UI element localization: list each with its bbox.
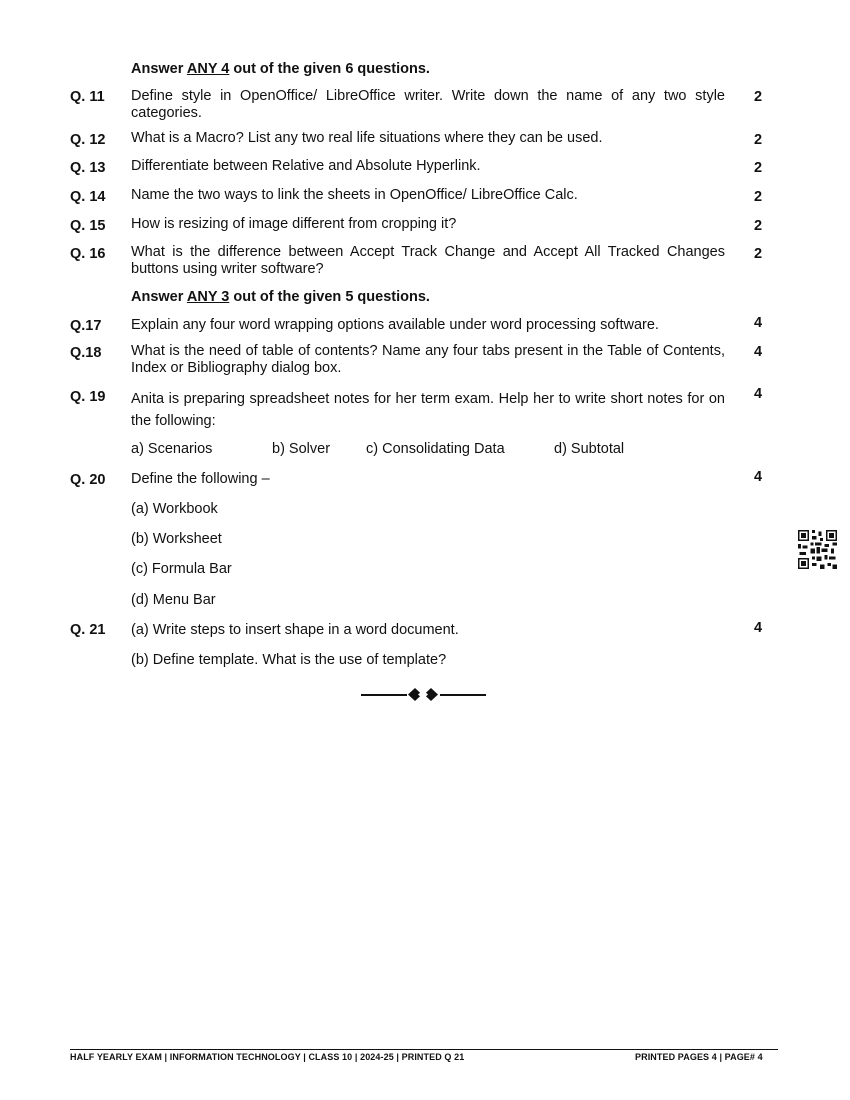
q20-item: (d) Menu Bar	[131, 592, 216, 608]
question-marks: 4	[753, 469, 763, 485]
question-number: Q. 19	[70, 389, 106, 405]
question-text: Explain any four word wrapping options available under word processing software.	[131, 317, 659, 333]
question-text: What is a Macro? List any two real life situations where they can be used.	[131, 130, 603, 146]
q19-option: d) Subtotal	[554, 441, 625, 457]
question-marks: 4	[753, 386, 763, 402]
question-number: Q. 15	[70, 218, 106, 234]
question-marks: 4	[753, 620, 763, 636]
q20-item: (b) Worksheet	[131, 531, 222, 547]
question-marks: 2	[753, 132, 763, 148]
question-marks: 4	[753, 344, 763, 360]
section-instruction-a	[131, 61, 430, 77]
question-number: Q. 16	[70, 246, 106, 262]
question-text: Define the following –	[131, 471, 270, 487]
diamond-ornament-icon	[406, 686, 440, 703]
question-text: Differentiate between Relative and Absolute Hyperlink.	[131, 158, 481, 174]
question-text: Anita is preparing spreadsheet notes for her term exam. Help her to write short notes for on the following:	[131, 391, 725, 429]
question-number: Q. 11	[70, 89, 105, 105]
question-marks: 2	[753, 160, 763, 176]
section-a-any: ANY 4	[186, 61, 230, 77]
section-a-pre: Answer	[131, 61, 187, 77]
question-text: Name the two ways to link the sheets in OpenOffice/ LibreOffice Calc.	[131, 187, 578, 203]
q19-option: b) Solver	[272, 441, 331, 457]
end-divider-left	[361, 694, 407, 696]
end-divider-right	[440, 694, 486, 696]
question-marks: 2	[753, 89, 763, 105]
question-number: Q. 13	[70, 160, 106, 176]
footer-rule	[70, 1049, 778, 1050]
question-marks: 2	[753, 189, 763, 205]
question-number: Q. 14	[70, 189, 106, 205]
question-number: Q.17	[70, 318, 102, 334]
question-number: Q.18	[70, 345, 102, 361]
q20-item: (a) Workbook	[131, 501, 218, 517]
question-marks: 4	[753, 315, 763, 331]
footer-right: PRINTED PAGES 4 | PAGE# 4	[635, 1052, 763, 1062]
qr-code-icon	[798, 530, 837, 569]
section-instruction-b	[131, 289, 430, 305]
question-marks: 2	[753, 246, 763, 262]
question-text: Define style in OpenOffice/ LibreOffice writer. Write down the name of any two style categories.	[131, 88, 725, 121]
section-b-any: ANY 3	[186, 289, 230, 305]
section-b-post: out of the given 5 questions.	[229, 289, 430, 305]
question-number: Q. 12	[70, 132, 106, 148]
section-a-post: out of the given 6 questions.	[229, 61, 430, 77]
section-b-pre: Answer	[131, 289, 187, 305]
question-text: How is resizing of image different from cropping it?	[131, 216, 457, 232]
question-number: Q. 21	[70, 622, 106, 638]
footer-left: HALF YEARLY EXAM | INFORMATION TECHNOLOGY | CLASS 10 | 2024-25 | PRINTED Q 21	[70, 1052, 465, 1062]
question-number: Q. 20	[70, 472, 106, 488]
question-text: What is the difference between Accept Track Change and Accept All Tracked Changes buttons using writer software?	[131, 244, 725, 277]
question-marks: 2	[753, 218, 763, 234]
question-text: What is the need of table of contents? Name any four tabs present in the Table of Contents, Index or Bibliography dialog box.	[131, 343, 725, 376]
q20-item: (c) Formula Bar	[131, 561, 232, 577]
q19-option: a) Scenarios	[131, 441, 213, 457]
question-text: (a) Write steps to insert shape in a word document.	[131, 622, 459, 638]
q19-option: c) Consolidating Data	[366, 441, 505, 457]
q21-part-b: (b) Define template. What is the use of template?	[131, 652, 447, 668]
